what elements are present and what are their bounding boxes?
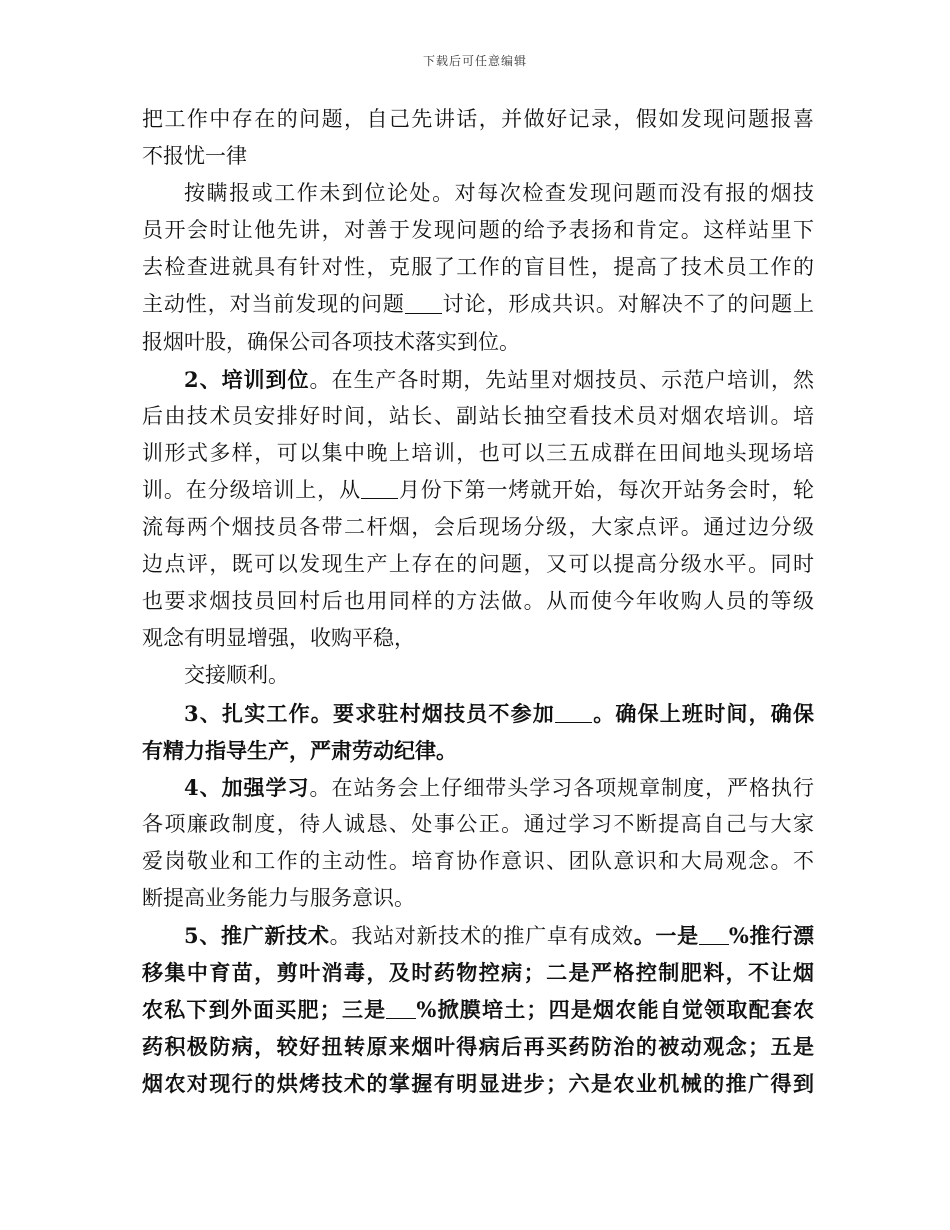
text-line — [142, 917, 814, 954]
text-line: 有精力指导生产，严肃劳动纪律。 — [142, 737, 457, 763]
section-heading: 3、扎实工作。要求驻村烟技员不参加 — [184, 700, 555, 726]
text-line: 爱岗敬业和工作的主动性。培育协作意识、团队意识和大局观念。不 — [142, 848, 814, 873]
document-body — [142, 101, 814, 1103]
text-line: 流每两个烟技员各带二杆烟，会后现场分级，大家点评。通过边分级 — [142, 515, 814, 540]
text-line: 训形式多样，可以集中晚上培训，也可以三五成群在田间地头现场培 — [142, 440, 814, 465]
section-heading: 4、加强学习 — [184, 774, 310, 800]
section-heading: 2、培训到位 — [184, 366, 310, 392]
text-line: 不报忧一律 — [142, 144, 247, 169]
text-line: 后由技术员安排好时间，站长、副站长抽空看技术员对烟农培训。培 — [142, 403, 814, 428]
text-line — [142, 991, 814, 1028]
text-line: 把工作中存在的问题，自己先讲话，并做好记录，假如发现问题报喜 — [142, 107, 814, 131]
text-line: 断提高业务能力与服务意识。 — [142, 885, 415, 910]
text-segment: 主动性，对当前发现的问题 — [142, 292, 405, 317]
text-line: 烟农对现行的烘烤技术的掌握有明显进步；六是农业机械的推广得到 — [142, 1071, 814, 1097]
text-line: 交接顺利。 — [184, 663, 289, 688]
text-line: 各项廉政制度，待人诚恳、处事公正。通过学习不断提高自己与大家 — [142, 811, 814, 836]
text-segment: %推行漂 — [728, 923, 814, 949]
text-line: 员开会时让他先讲，对善于发现问题的给予表扬和肯定。这样站里下 — [142, 218, 814, 243]
page-header: 下载后可任意编辑 — [422, 54, 527, 68]
text-segment: 。一是 — [633, 923, 699, 949]
text-segment: 。我站对新技术的推广卓有成效 — [329, 924, 634, 949]
fill-blank — [361, 477, 398, 499]
text-line: 边点评，既可以发现生产上存在的问题，又可以提高分级水平。同时 — [142, 552, 814, 577]
text-segment: 月份下第一烤就开始，每次开站务会时，轮 — [397, 477, 815, 502]
fill-blank — [555, 701, 592, 723]
text-line — [142, 472, 814, 509]
text-line — [142, 286, 814, 323]
text-line — [142, 769, 814, 806]
text-line — [142, 695, 814, 732]
text-segment: 。在站务会上仔细带头学习各项规章制度，严格执行 — [309, 775, 814, 800]
fill-blank — [386, 997, 416, 1019]
text-line: 去检查进就具有针对性，克服了工作的盲目性，提高了技术员工作的 — [142, 255, 814, 280]
text-line: 观念有明显增强，收购平稳， — [142, 626, 415, 651]
text-line: 报烟叶股，确保公司各项技术落实到位。 — [142, 329, 520, 354]
fill-blank — [405, 292, 442, 314]
text-line: 移集中育苗，剪叶消毒，及时药物控病；二是严格控制肥料，不让烟 — [142, 960, 814, 986]
text-segment: 。在生产各时期，先站里对烟技员、示范户培训，然 — [309, 367, 814, 392]
text-segment: 训。在分级培训上，从 — [142, 477, 361, 502]
section-heading: 5、推广新技术 — [184, 923, 330, 949]
text-line: 按瞒报或工作未到位论处。对每次检查发现问题而没有报的烟技 — [184, 181, 814, 206]
text-line: 也要求烟技员回村后也用同样的方法做。从而使今年收购人员的等级 — [142, 589, 814, 614]
text-line: 药积极防病，较好扭转原来烟叶得病后再买药防治的被动观念；五是 — [142, 1034, 814, 1060]
text-segment: 讨论，形成共识。对解决不了的问题上 — [441, 292, 815, 317]
text-segment: 农私下到外面买肥；三是 — [142, 997, 387, 1023]
text-line — [142, 361, 814, 398]
text-segment: %掀膜培土；四是烟农能自觉领取配套农 — [416, 997, 814, 1023]
text-segment: 。确保上班时间，确保 — [592, 700, 814, 726]
fill-blank — [699, 923, 729, 945]
